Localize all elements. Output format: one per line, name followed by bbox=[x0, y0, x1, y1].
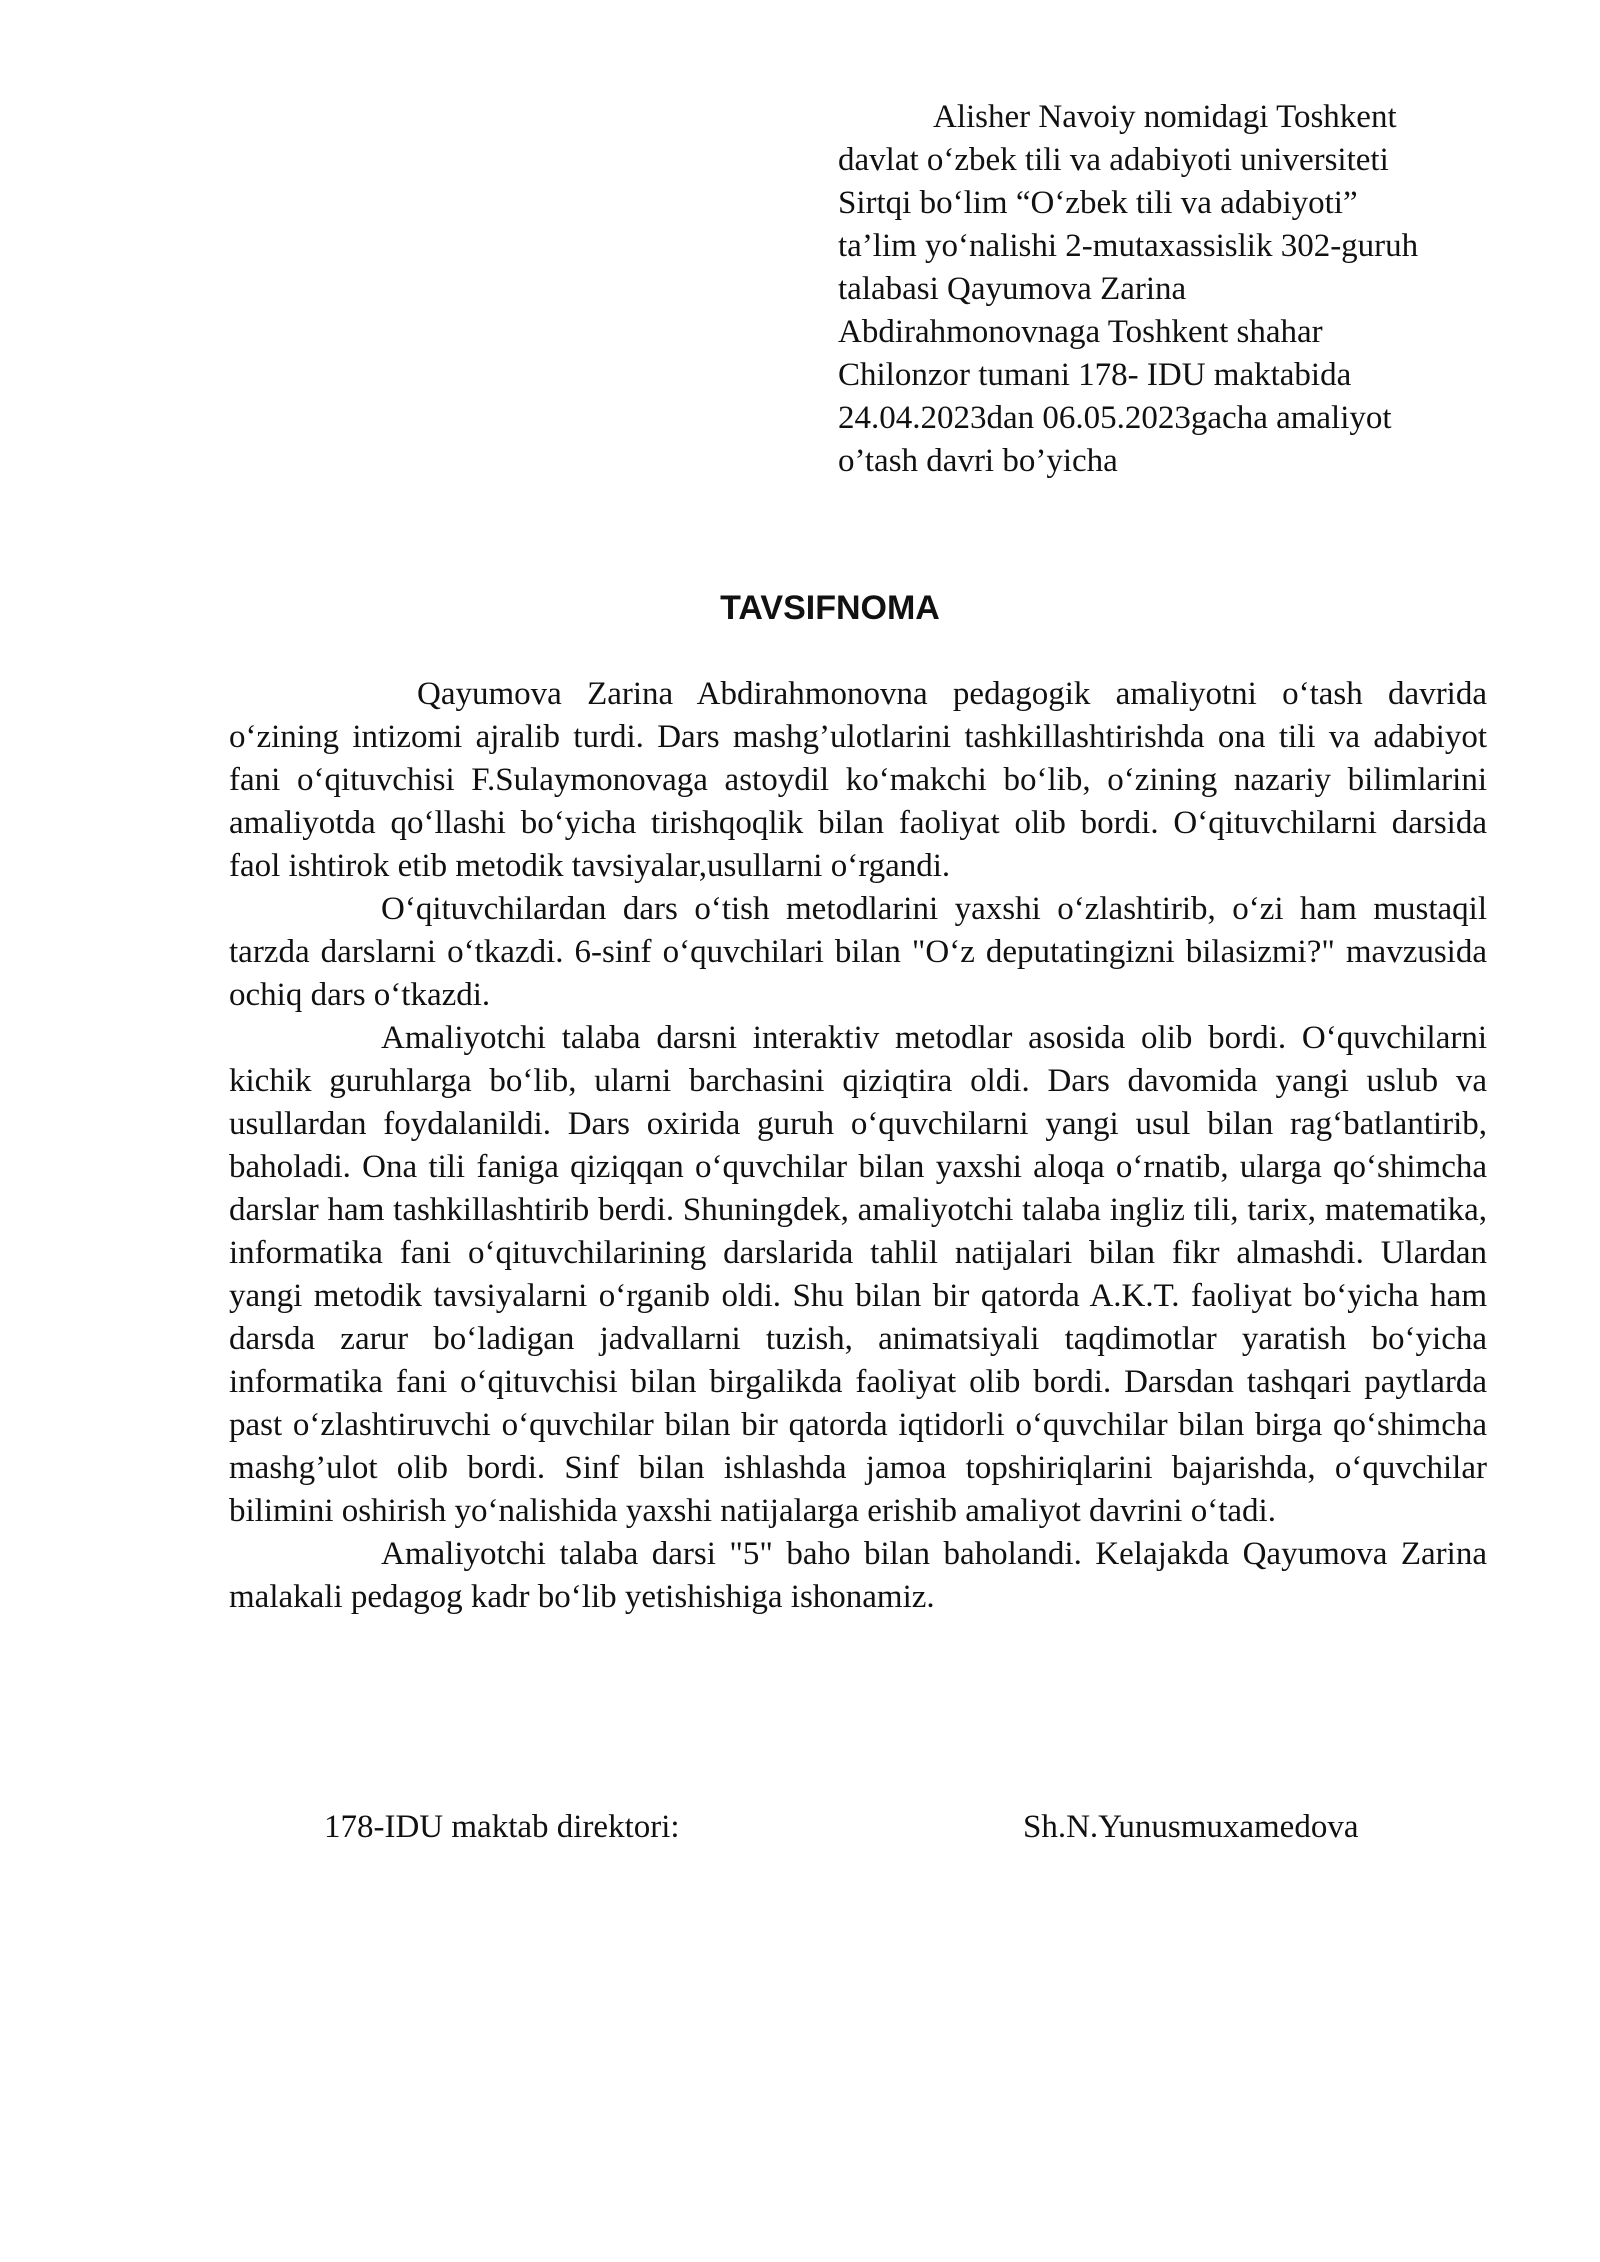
address-line: 24.04.2023dan 06.05.2023gacha amaliyot bbox=[838, 400, 1392, 436]
document-body bbox=[229, 673, 1487, 1619]
address-line: o’tash davri bo’yicha bbox=[838, 443, 1118, 479]
document-title: TAVSIFNOMA bbox=[720, 589, 940, 627]
signature-position: 178-IDU maktab direktori: bbox=[324, 1809, 680, 1845]
address-line: davlat o‘zbek tili va adabiyoti universiteti bbox=[838, 142, 1389, 178]
address-line: talabasi Qayumova Zarina bbox=[838, 271, 1187, 307]
address-line: Sirtqi bo‘lim “O‘zbek tili va adabiyoti” bbox=[838, 185, 1358, 221]
address-line: ta’lim yo‘nalishi 2-mutaxassislik 302-guruh bbox=[838, 228, 1419, 264]
body-paragraph: Amaliyotchi talaba darsi "5" baho bilan baholandi. Kelajakda Qayumova Zarina malakali pedagog kadr bo‘lib yetishishiga ishonamiz. bbox=[229, 1536, 1487, 1615]
address-line: Abdirahmonovnaga Toshkent shahar bbox=[838, 314, 1323, 350]
address-line: Alisher Navoiy nomidagi Toshkent bbox=[933, 99, 1397, 135]
body-paragraph: Amaliyotchi talaba darsni interaktiv metodlar asosida olib bordi. O‘quvchilarni kichik guruhlarga bo‘lib, ularni barchasini qiziqtira oldi. Dars davomida yangi uslub va usullardan foydalanildi. Dars oxirida guruh o‘quvchilarni yangi usul bilan rag‘batlantirib, baholadi. Ona tili faniga qiziqqan o‘quvchilar bilan yaxshi aloqa o‘rnatib, ularga qo‘shimcha darslar ham tashkillashtirib berdi. Shuningdek, amaliyotchi talaba ingliz tili, tarix, matematika, informatika fani o‘qituvchilarining darslarida tahlil natijalari bilan fikr almashdi. Ulardan yangi metodik tavsiyalarni o‘rganib oldi. Shu bilan bir qatorda A.K.T. faoliyat bo‘yicha ham darsda zarur bo‘ladigan jadvallarni tuzish, animatsiyali taqdimotlar yaratish bo‘yicha informatika fani o‘qituvchisi bilan birgalikda faoliyat olib bordi. Darsdan tashqari paytlarda past o‘zlashtiruvchi o‘quvchilar bilan bir qatorda iqtidorli o‘quvchilar bilan birga qo‘shimcha mashg’ulot olib bordi. Sinf bilan ishlashda jamoa topshiriqlarini bajarishda, o‘quvchilar bilimini oshirish yo‘nalishida yaxshi natijalarga erishib amaliyot davrini o‘tadi. bbox=[229, 1020, 1487, 1529]
header-address-block bbox=[838, 96, 1518, 483]
signature-name: Sh.N.Yunusmuxamedova bbox=[1023, 1809, 1359, 1845]
body-paragraph: O‘qituvchilardan dars o‘tish metodlarini yaxshi o‘zlashtirib, o‘zi ham mustaqil tarzda darslarni o‘tkazdi. 6-sinf o‘quvchilari bilan "O‘z deputatingizni bilasizmi?" mavzusida ochiq dars o‘tkazdi. bbox=[229, 891, 1487, 1013]
address-line: Chilonzor tumani 178- IDU maktabida bbox=[838, 357, 1352, 393]
body-paragraph: Qayumova Zarina Abdirahmonovna pedagogik amaliyotni o‘tash davrida o‘zining intizomi ajralib turdi. Dars mashg’ulotlarini tashkillashtirishda ona tili va adabiyot fani o‘qituvchisi F.Sulaymonovaga astoydil ko‘makchi bo‘lib, o‘zining nazariy bilimlarini amaliyotda qo‘llashi bo‘yicha tirishqoqlik bilan faoliyat olib bordi. O‘qituvchilarni darsida faol ishtirok etib metodik tavsiyalar,usullarni o‘rgandi. bbox=[229, 676, 1487, 884]
